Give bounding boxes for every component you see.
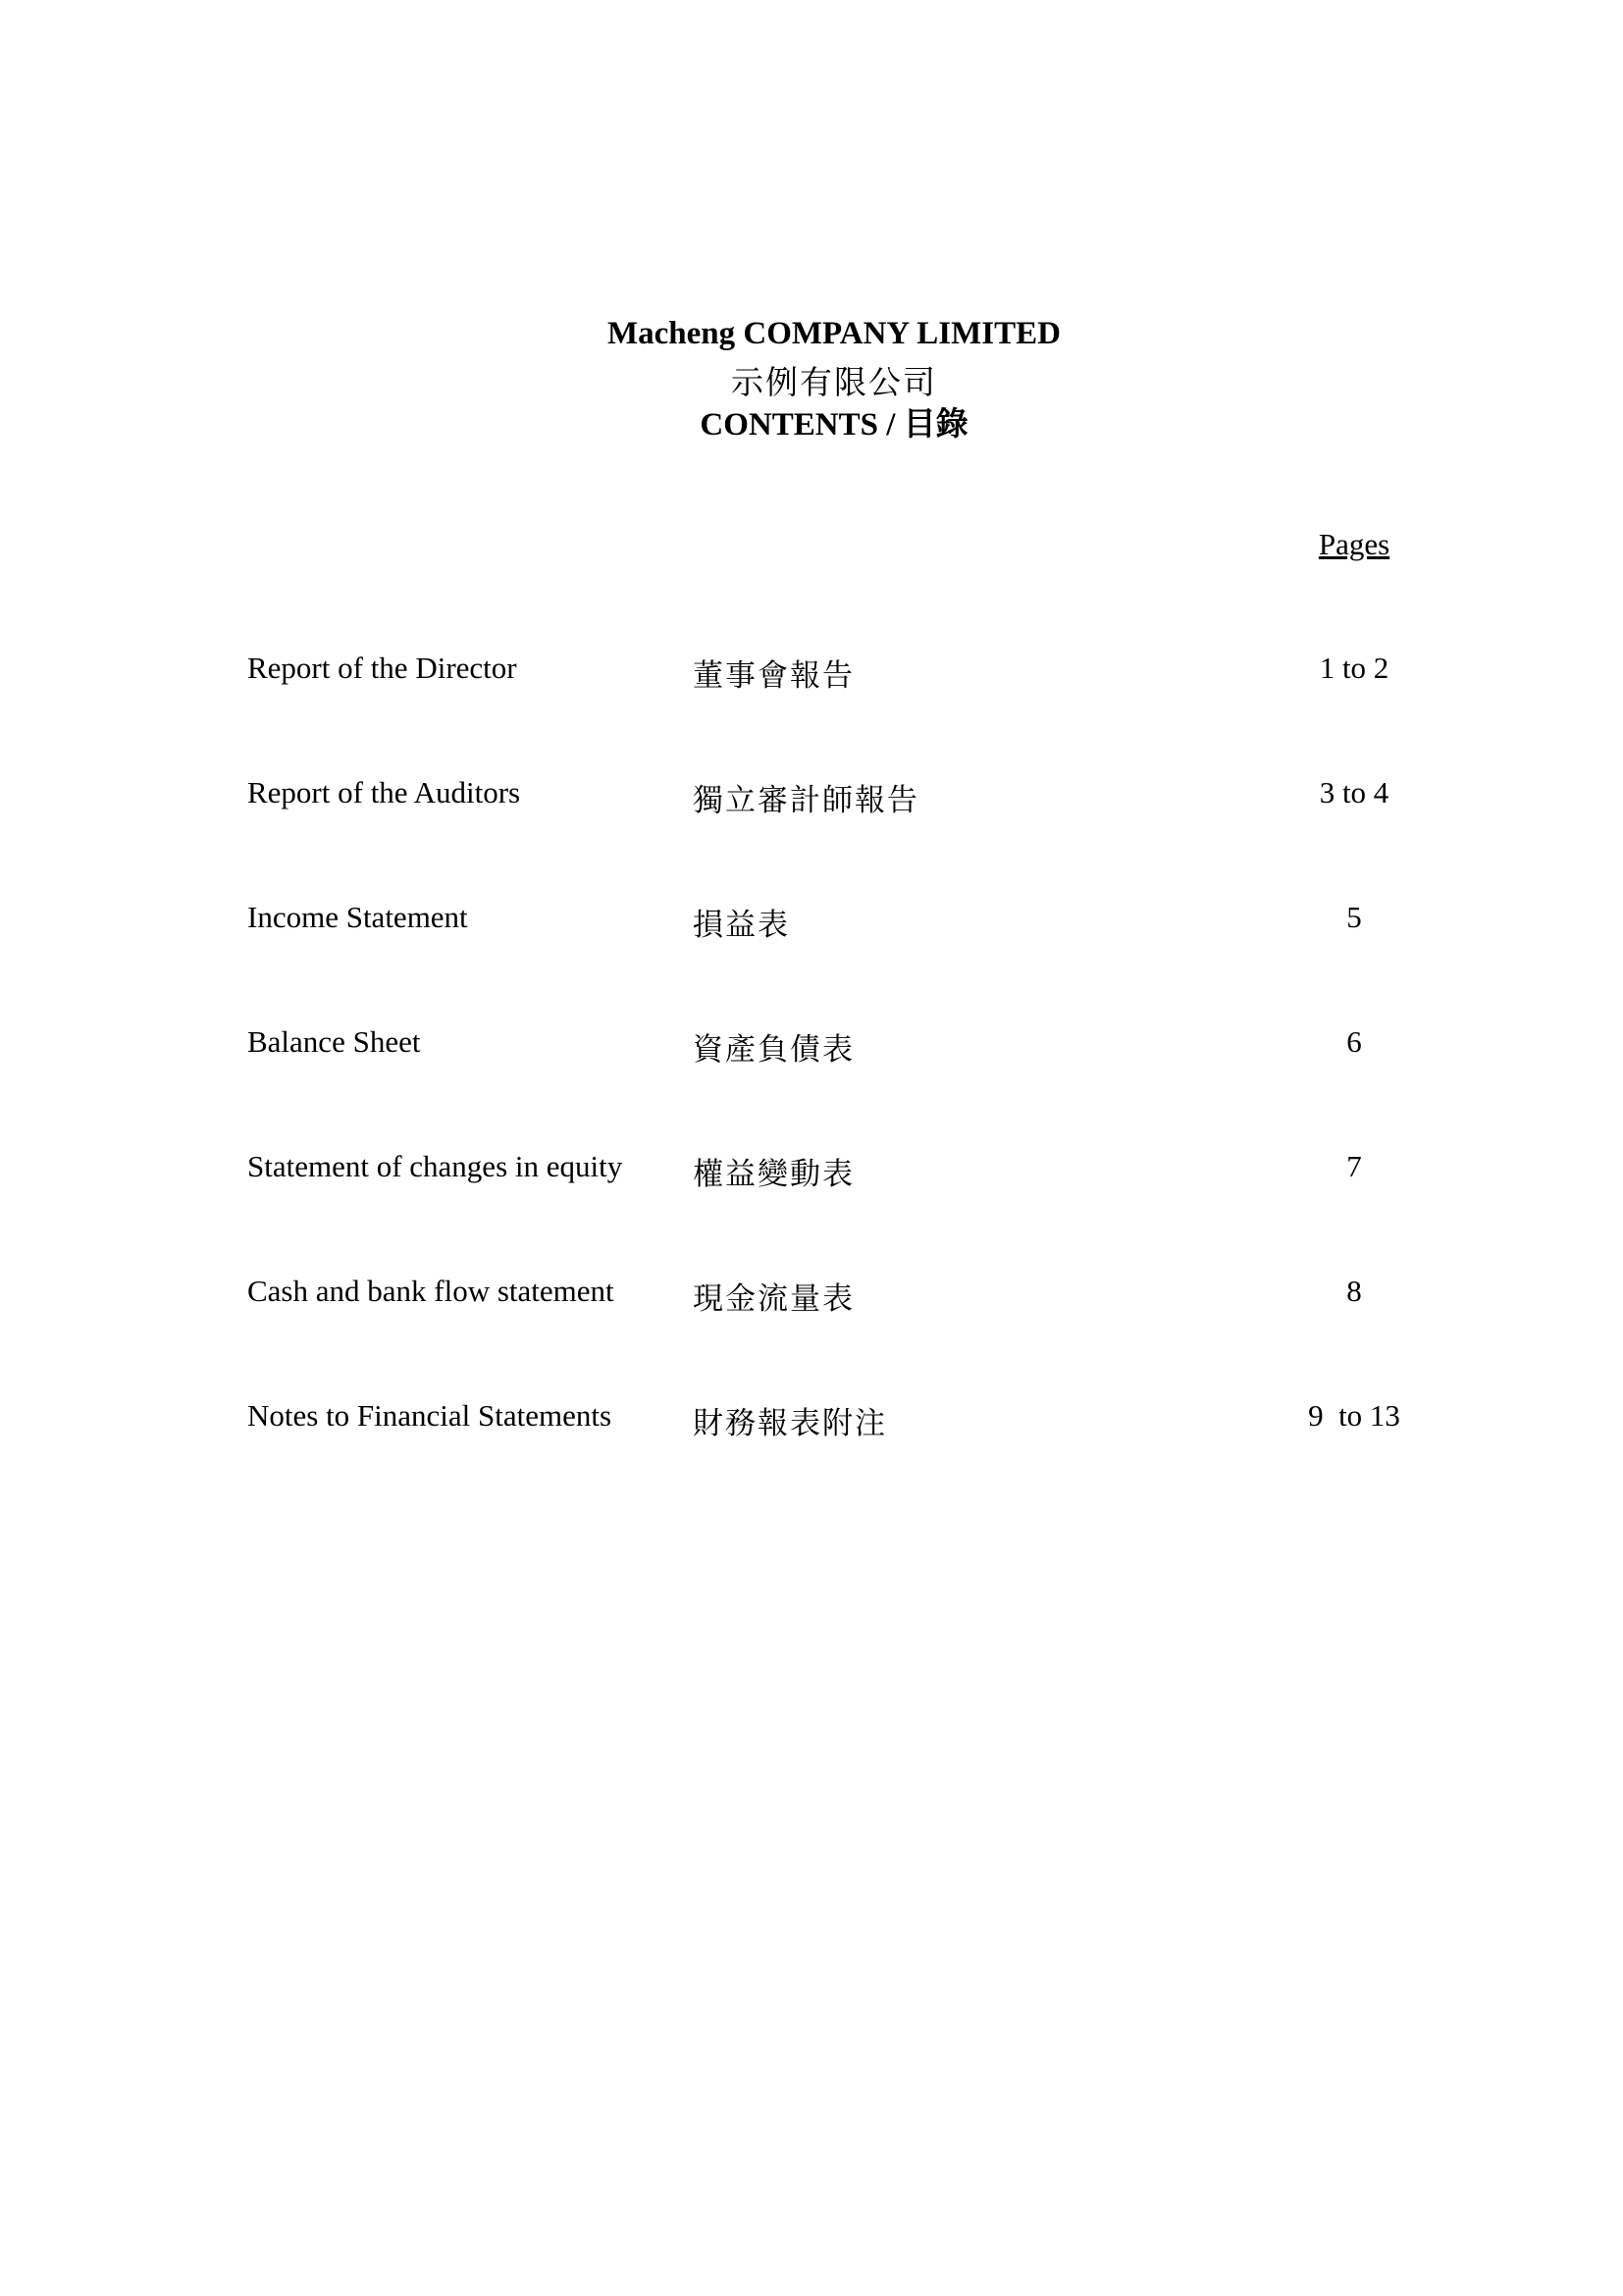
- company-name: Macheng COMPANY LIMITED: [607, 316, 1061, 351]
- toc-entry-chinese: 獨立審計師報告: [693, 783, 919, 818]
- toc-entry-pages: 6: [1346, 1024, 1362, 1059]
- toc-row-director-report: [0, 651, 1623, 700]
- toc-entry-chinese: 損益表: [693, 908, 790, 943]
- toc-entry-english: Statement of changes in equity: [247, 1149, 623, 1183]
- toc-entry-english: Report of the Director: [247, 651, 517, 685]
- toc-entry-chinese: 現金流量表: [693, 1281, 855, 1317]
- pages-column-header: Pages: [1318, 527, 1390, 561]
- toc-entry-english: Income Statement: [247, 900, 468, 934]
- toc-entry-pages: 3 to 4: [1319, 775, 1389, 809]
- toc-entry-pages: 1 to 2: [1319, 651, 1389, 685]
- toc-entry-pages: 5: [1346, 900, 1362, 934]
- toc-entry-pages: 9 to 13: [1308, 1398, 1400, 1433]
- toc-entry-pages: 7: [1346, 1149, 1362, 1183]
- toc-row-changes-in-equity: [0, 1149, 1623, 1198]
- toc-entry-chinese: 資產負債表: [693, 1032, 855, 1068]
- toc-entry-english: Balance Sheet: [247, 1024, 421, 1059]
- toc-row-auditors-report: [0, 775, 1623, 824]
- toc-entry-chinese: 財務報表附注: [693, 1406, 887, 1441]
- company-name-chinese: 示例有限公司: [731, 363, 937, 401]
- toc-row-balance-sheet: [0, 1024, 1623, 1073]
- toc-entry-pages: 8: [1346, 1274, 1362, 1308]
- toc-entry-chinese: 董事會報告: [693, 658, 855, 694]
- toc-entry-chinese: 權益變動表: [693, 1157, 855, 1192]
- toc-entry-english: Notes to Financial Statements: [247, 1398, 612, 1433]
- contents-title: CONTENTS / 目錄: [700, 407, 969, 443]
- toc-row-income-statement: [0, 900, 1623, 949]
- toc-row-cash-flow: [0, 1274, 1623, 1323]
- toc-entry-english: Cash and bank flow statement: [247, 1274, 614, 1308]
- toc-entry-english: Report of the Auditors: [247, 775, 521, 809]
- toc-row-notes: [0, 1398, 1623, 1447]
